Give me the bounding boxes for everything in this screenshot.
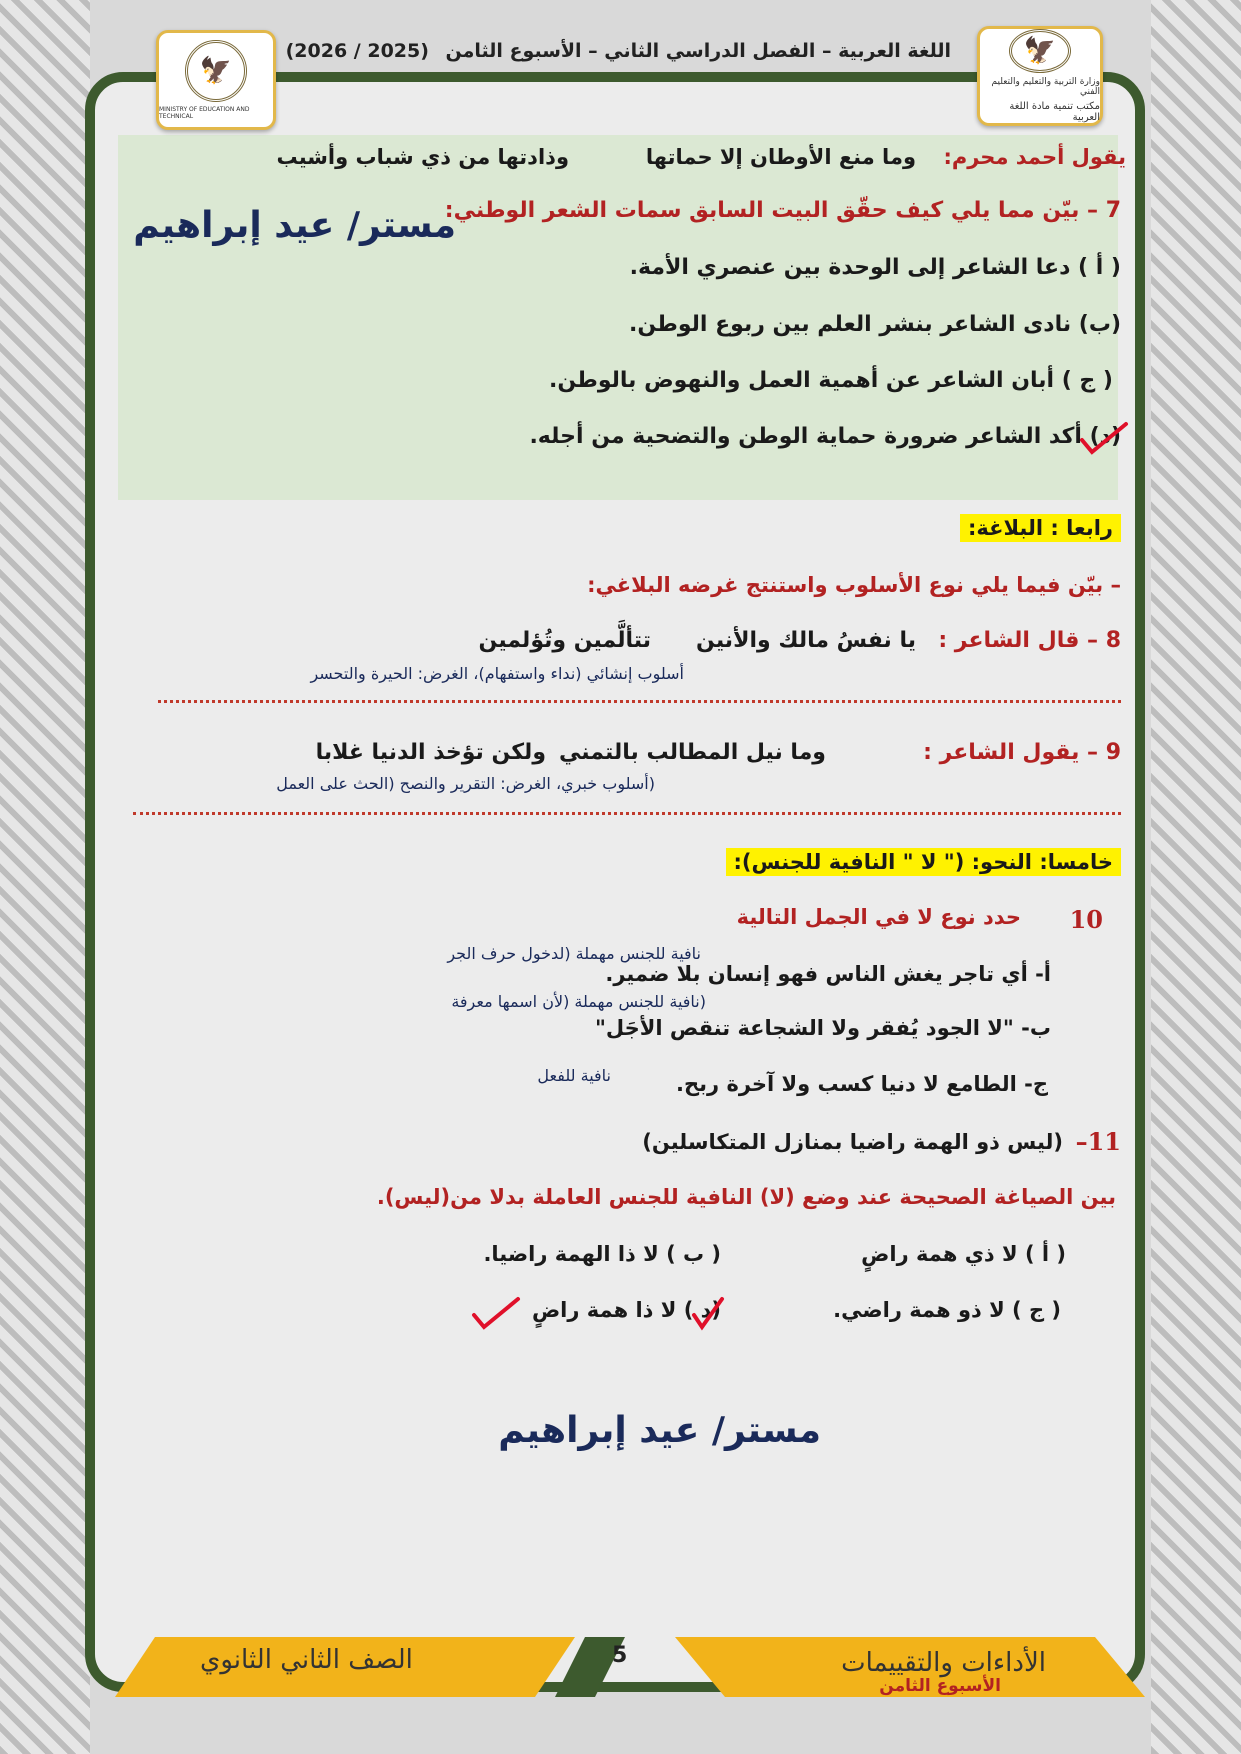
- q8-answer: أسلوب إنشائي (نداء واستفهام)، الغرض: الحيرة والتحسر: [310, 664, 684, 683]
- q7-checkmark-icon: [1076, 418, 1132, 458]
- ministry-logo-left: [156, 30, 276, 130]
- q7-option-d[interactable]: (د) أكد الشاعر ضرورة حماية الوطن والتضحية من أجله.: [529, 424, 1121, 449]
- eagle-seal-icon: 🦅: [185, 40, 247, 102]
- q10-note-c: نافية للفعل: [537, 1066, 611, 1085]
- q10-note-a: نافية للجنس مهملة (لدخول حرف الجر: [447, 944, 701, 963]
- poem-verse-b: وذادتها من ذي شباب وأشيب: [276, 145, 569, 169]
- q8-label: 8 – قال الشاعر :: [938, 628, 1121, 653]
- q9-verse-a: وما نيل المطالب بالتمني: [559, 740, 826, 765]
- q8-verse-a: يا نفسُ مالك والأنين: [696, 628, 916, 653]
- q9-dotted-line: [133, 812, 1121, 815]
- logo-left-text: MINISTRY OF EDUCATION AND TECHNICAL: [159, 106, 250, 120]
- ministry-logo-right: [977, 26, 1103, 126]
- q9-label: 9 – يقول الشاعر :: [923, 740, 1121, 765]
- logo-right-text: وزارة التربية والتعليم والتعليم الفني: [991, 77, 1100, 97]
- q11-question: بين الصياغة الصحيحة عند وضع (لا) النافية للجنس العاملة بدلا من(ليس).: [376, 1185, 1116, 1209]
- left-decorative-strip: [0, 0, 90, 1754]
- q9-answer: (أسلوب خبري، الغرض: التقرير والنصح (الحث على العمل: [276, 774, 655, 793]
- q7-option-c[interactable]: ( ج ) أبان الشاعر عن أهمية العمل والنهوض بالوطن.: [548, 368, 1113, 393]
- footer-assessments: الأداءات والتقييمات: [841, 1648, 1046, 1678]
- q11-checkmark-icon: [470, 1295, 522, 1331]
- q10-item-a: أ- أي تاجر يغش الناس فهو إنسان بلا ضمير.: [605, 962, 1051, 986]
- q7-option-a[interactable]: ( أ ) دعا الشاعر إلى الوحدة بين عنصري الأمة.: [629, 255, 1121, 280]
- footer-week: الأسبوع الثامن: [879, 1676, 1001, 1696]
- q8-verse-b: تتألَّمين وتُؤلمين: [478, 628, 651, 653]
- q11-sentence: (ليس ذو الهمة راضيا بمنازل المتكاسلين): [642, 1130, 1063, 1154]
- poem-intro: يقول أحمد محرم:: [943, 145, 1126, 169]
- q11-option-d[interactable]: (د ) لا ذا همة راضٍ: [531, 1298, 721, 1322]
- q10-note-b: (نافية للجنس مهملة (لأن اسمها معرفة: [451, 992, 706, 1011]
- q8-dotted-line: [158, 700, 1121, 703]
- page-number: 5: [612, 1643, 628, 1668]
- q11-number: 11–: [1075, 1127, 1121, 1156]
- q7-option-b[interactable]: (ب) نادى الشاعر بنشر العلم بين ربوع الوطن.: [629, 312, 1121, 337]
- header-year: (2025 / 2026): [285, 40, 429, 62]
- q10-number: 10: [1069, 905, 1103, 934]
- author-watermark-bottom: مستر/ عيد إبراهيم: [498, 1410, 821, 1451]
- poem-verse-a: وما منع الأوطان إلا حماتها: [645, 145, 916, 169]
- q11-option-c[interactable]: ( ج ) لا ذو همة راضي.: [833, 1298, 1061, 1322]
- q10-item-b: ب- "لا الجود يُفقر ولا الشجاعة تنقص الأجَل": [594, 1016, 1051, 1040]
- right-decorative-strip: [1151, 0, 1241, 1754]
- q11-option-d-mark-icon: [690, 1295, 726, 1331]
- q7-question: 7 – بيّن مما يلي كيف حقّق البيت السابق سمات الشعر الوطني:: [444, 198, 1121, 223]
- q10-item-c: ج- الطامع لا دنيا كسب ولا آخرة ربح.: [676, 1072, 1048, 1096]
- footer-grade: الصف الثاني الثانوي: [200, 1645, 413, 1675]
- q11-option-a[interactable]: ( أ ) لا ذي همة راضٍ: [861, 1242, 1066, 1266]
- eagle-icon: 🦅: [1009, 29, 1071, 73]
- author-watermark-top: مستر/ عيد إبراهيم: [133, 205, 456, 246]
- section5-title: خامسا: النحو: (" لا " النافية للجنس):: [726, 850, 1121, 874]
- page-title: [286, 40, 951, 62]
- q10-question: حدد نوع لا في الجمل التالية: [736, 905, 1021, 929]
- logo-right-caption: مكتب تنمية مادة اللغة العربية: [1009, 101, 1100, 123]
- section4-instruction: – بيّن فيما يلي نوع الأسلوب واستنتج غرضه البلاغي:: [587, 573, 1121, 597]
- header-title-text: اللغة العربية – الفصل الدراسي الثاني – الأسبوع الثامن: [445, 40, 951, 62]
- section4-title: رابعا : البلاغة:: [960, 516, 1121, 540]
- q9-verse-b: ولكن تؤخذ الدنيا غلابا: [315, 740, 546, 765]
- q11-option-b[interactable]: ( ب ) لا ذا الهمة راضيا.: [483, 1242, 721, 1266]
